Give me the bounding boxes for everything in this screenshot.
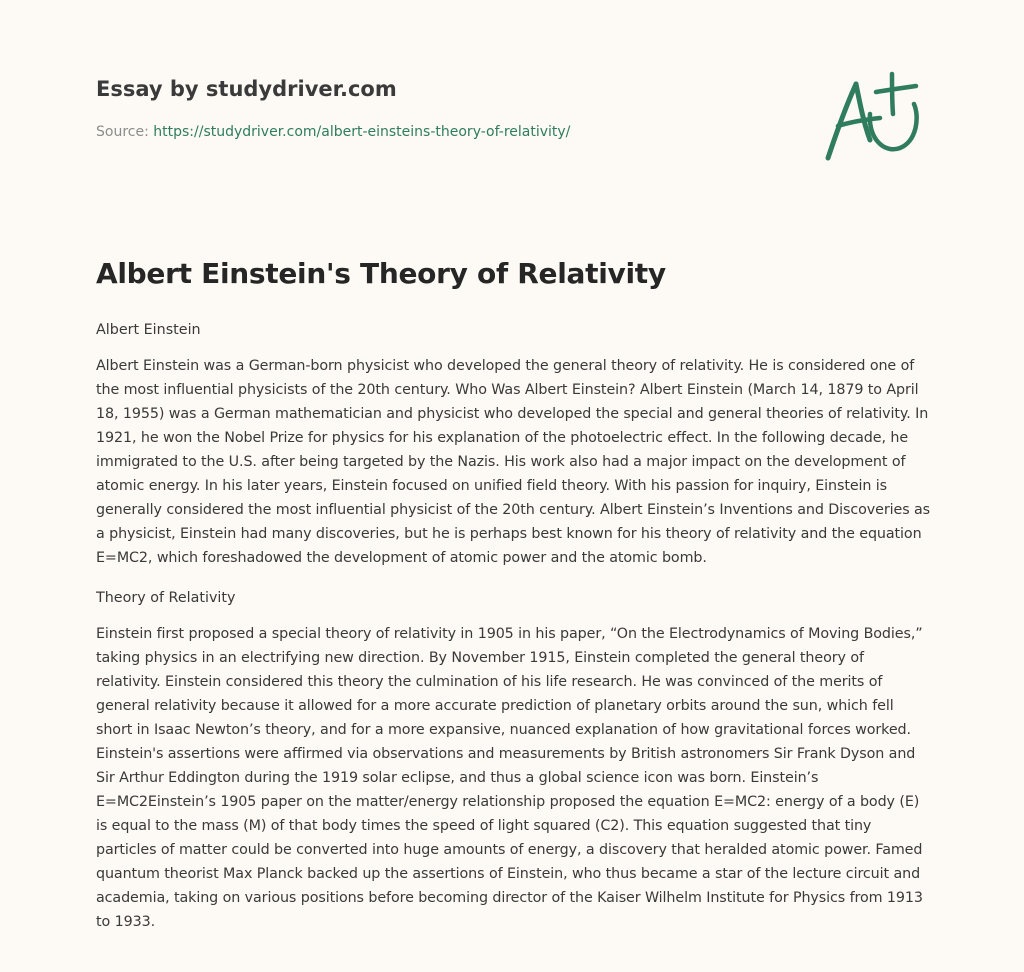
page-header: [96, 74, 736, 142]
a-plus-logo: [822, 68, 928, 164]
section-paragraph-theory-of-relativity: Einstein first proposed a special theory of relativity in 1905 in his paper, “On the Electrodynamics of Moving Bodies,” taking physics in an electrifying new direction. By November 1915, Einstein completed the general theory of relativity. Einstein considered this theory the culmination of his life research. He was convinced of the merits of general relativity because it allowed for a more accurate prediction of planetary orbits around the sun, which fell short in Isaac Newton’s theory, and for a more expansive, nuanced explanation of how gravitational forces worked. Einstein's assertions were affirmed via observations and measurements by British astronomers Sir Frank Dyson and Sir Arthur Eddington during the 1919 solar eclipse, and thus a global science icon was born. Einstein’s E=MC2Einstein’s 1905 paper on the matter/energy relationship proposed the equation E=MC2: energy of a body (E) is equal to the mass (M) of that body times the speed of light squared (C2). This equation suggested that tiny particles of matter could be converted into huge amounts of energy, a discovery that heralded atomic power. Famed quantum theorist Max Planck backed up the assertions of Einstein, who thus became a star of the lecture circuit and academia, taking on various positions before becoming director of the Kaiser Wilhelm Institute for Physics from 1913 to 1933.: [96, 626, 923, 930]
a-plus-logo-icon: [822, 68, 928, 164]
source-label: Source:: [96, 124, 154, 140]
source-link[interactable]: https://studydriver.com/albert-einsteins-theory-of-relativity/: [153, 124, 571, 140]
section-heading-theory-of-relativity: Theory of Relativity: [96, 590, 236, 606]
source-line: [96, 122, 736, 142]
section-paragraph-albert-einstein: Albert Einstein was a German-born physicist who developed the general theory of relativity. He is considered one of the most influential physicists of the 20th century. Who Was Albert Einstein? Albert Einstein (March 14, 1879 to April 18, 1955) was a German mathematician and physicist who developed the special and general theories of relativity. In 1921, he won the Nobel Prize for physics for his explanation of the photoelectric effect. In the following decade, he immigrated to the U.S. after being targeted by the Nazis. His work also had a major impact on the development of atomic energy. In his later years, Einstein focused on unified field theory. With his passion for inquiry, Einstein is generally considered the most influential physicist of the 20th century. Albert Einstein’s Inventions and Discoveries as a physicist, Einstein had many discoveries, but he is perhaps best known for his theory of relativity and the equation E=MC2, which foreshadowed the development of atomic power and the atomic bomb.: [96, 358, 931, 566]
article: [96, 252, 930, 950]
site-title: Essay by studydriver.com: [96, 77, 397, 101]
article-title: Albert Einstein's Theory of Relativity: [96, 257, 666, 290]
section-heading-albert-einstein: Albert Einstein: [96, 322, 201, 338]
